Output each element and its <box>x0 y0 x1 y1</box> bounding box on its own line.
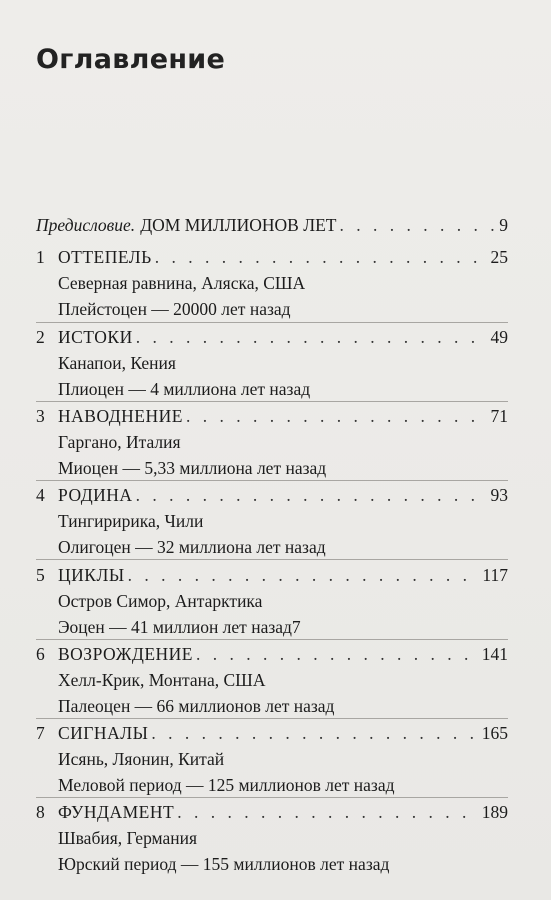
chapter-entry <box>36 244 508 322</box>
chapter-location: Гаргано, Италия <box>58 432 181 452</box>
chapter-title: ОТТЕПЕЛЬ <box>58 247 152 267</box>
chapter-page-number: 93 <box>490 485 508 505</box>
chapter-title: ВОЗРОЖДЕНИЕ <box>58 644 193 664</box>
chapter-entry <box>36 324 508 402</box>
dot-leader <box>155 244 488 270</box>
dot-leader <box>186 403 488 429</box>
preface-entry <box>36 212 508 238</box>
chapter-entry <box>36 720 508 798</box>
chapter-location: Северная равнина, Аляска, США <box>58 273 306 293</box>
chapter-entry <box>36 641 508 719</box>
chapter-era: Олигоцен — 32 миллиона лет назад <box>58 537 326 557</box>
preface-label: Предисловие. <box>36 215 136 235</box>
chapter-page-number: 189 <box>481 802 508 822</box>
chapter-location: Тингиририка, Чили <box>58 511 204 531</box>
chapter-number: 8 <box>36 802 45 822</box>
chapter-era: Миоцен — 5,33 миллиона лет назад <box>58 458 327 478</box>
chapter-number: 4 <box>36 485 45 505</box>
dot-leader <box>196 641 479 667</box>
divider <box>36 480 508 481</box>
chapter-page-number: 141 <box>481 644 508 664</box>
chapter-number: 1 <box>36 247 45 267</box>
chapter-page-number: 71 <box>490 406 508 426</box>
chapter-location: Швабия, Германия <box>58 828 198 848</box>
chapter-location: Хелл-Крик, Монтана, США <box>58 670 266 690</box>
chapter-title: ИСТОКИ <box>58 327 133 347</box>
dot-leader <box>136 324 488 350</box>
divider <box>36 639 508 640</box>
chapter-number: 2 <box>36 327 45 347</box>
chapter-number: 7 <box>36 723 45 743</box>
dot-leader <box>177 799 479 825</box>
preface-title: ДОМ МИЛЛИОНОВ ЛЕТ <box>140 215 337 235</box>
chapter-location: Остров Симор, Антарктика <box>58 591 263 611</box>
dot-leader <box>151 720 478 746</box>
chapter-number: 5 <box>36 565 45 585</box>
chapter-entry <box>36 403 508 481</box>
preface-page-number: 9 <box>499 215 508 235</box>
divider <box>36 401 508 402</box>
chapter-number: 3 <box>36 406 45 426</box>
chapter-page-number: 165 <box>481 723 508 743</box>
chapter-title: СИГНАЛЫ <box>58 723 149 743</box>
chapter-title: ЦИКЛЫ <box>58 565 125 585</box>
page-title: Оглавление <box>36 44 226 75</box>
chapter-location: Канапои, Кения <box>58 353 176 373</box>
chapter-era: Эоцен — 41 миллион лет назад7 <box>58 617 301 637</box>
divider <box>36 322 508 323</box>
chapter-era: Плейстоцен — 20000 лет назад <box>58 299 291 319</box>
chapter-era: Палеоцен — 66 миллионов лет назад <box>58 696 335 716</box>
dot-leader <box>136 482 488 508</box>
chapter-entry <box>36 482 508 560</box>
chapter-page-number: 49 <box>490 327 508 347</box>
chapter-era: Юрский период — 155 миллионов лет назад <box>58 854 390 874</box>
chapter-page-number: 117 <box>482 565 508 585</box>
divider <box>36 559 508 560</box>
dot-leader <box>339 212 496 238</box>
chapter-era: Меловой период — 125 миллионов лет назад <box>58 775 395 795</box>
dot-leader <box>128 562 480 588</box>
chapter-entry <box>36 799 508 877</box>
chapter-era: Плиоцен — 4 миллиона лет назад <box>58 379 311 399</box>
chapter-number: 6 <box>36 644 45 664</box>
chapter-title: ФУНДАМЕНТ <box>58 802 175 822</box>
chapter-entry <box>36 562 508 640</box>
chapter-title: РОДИНА <box>58 485 133 505</box>
divider <box>36 797 508 798</box>
chapter-title: НАВОДНЕНИЕ <box>58 406 183 426</box>
chapter-page-number: 25 <box>490 247 508 267</box>
divider <box>36 718 508 719</box>
chapter-location: Исянь, Ляонин, Китай <box>58 749 225 769</box>
